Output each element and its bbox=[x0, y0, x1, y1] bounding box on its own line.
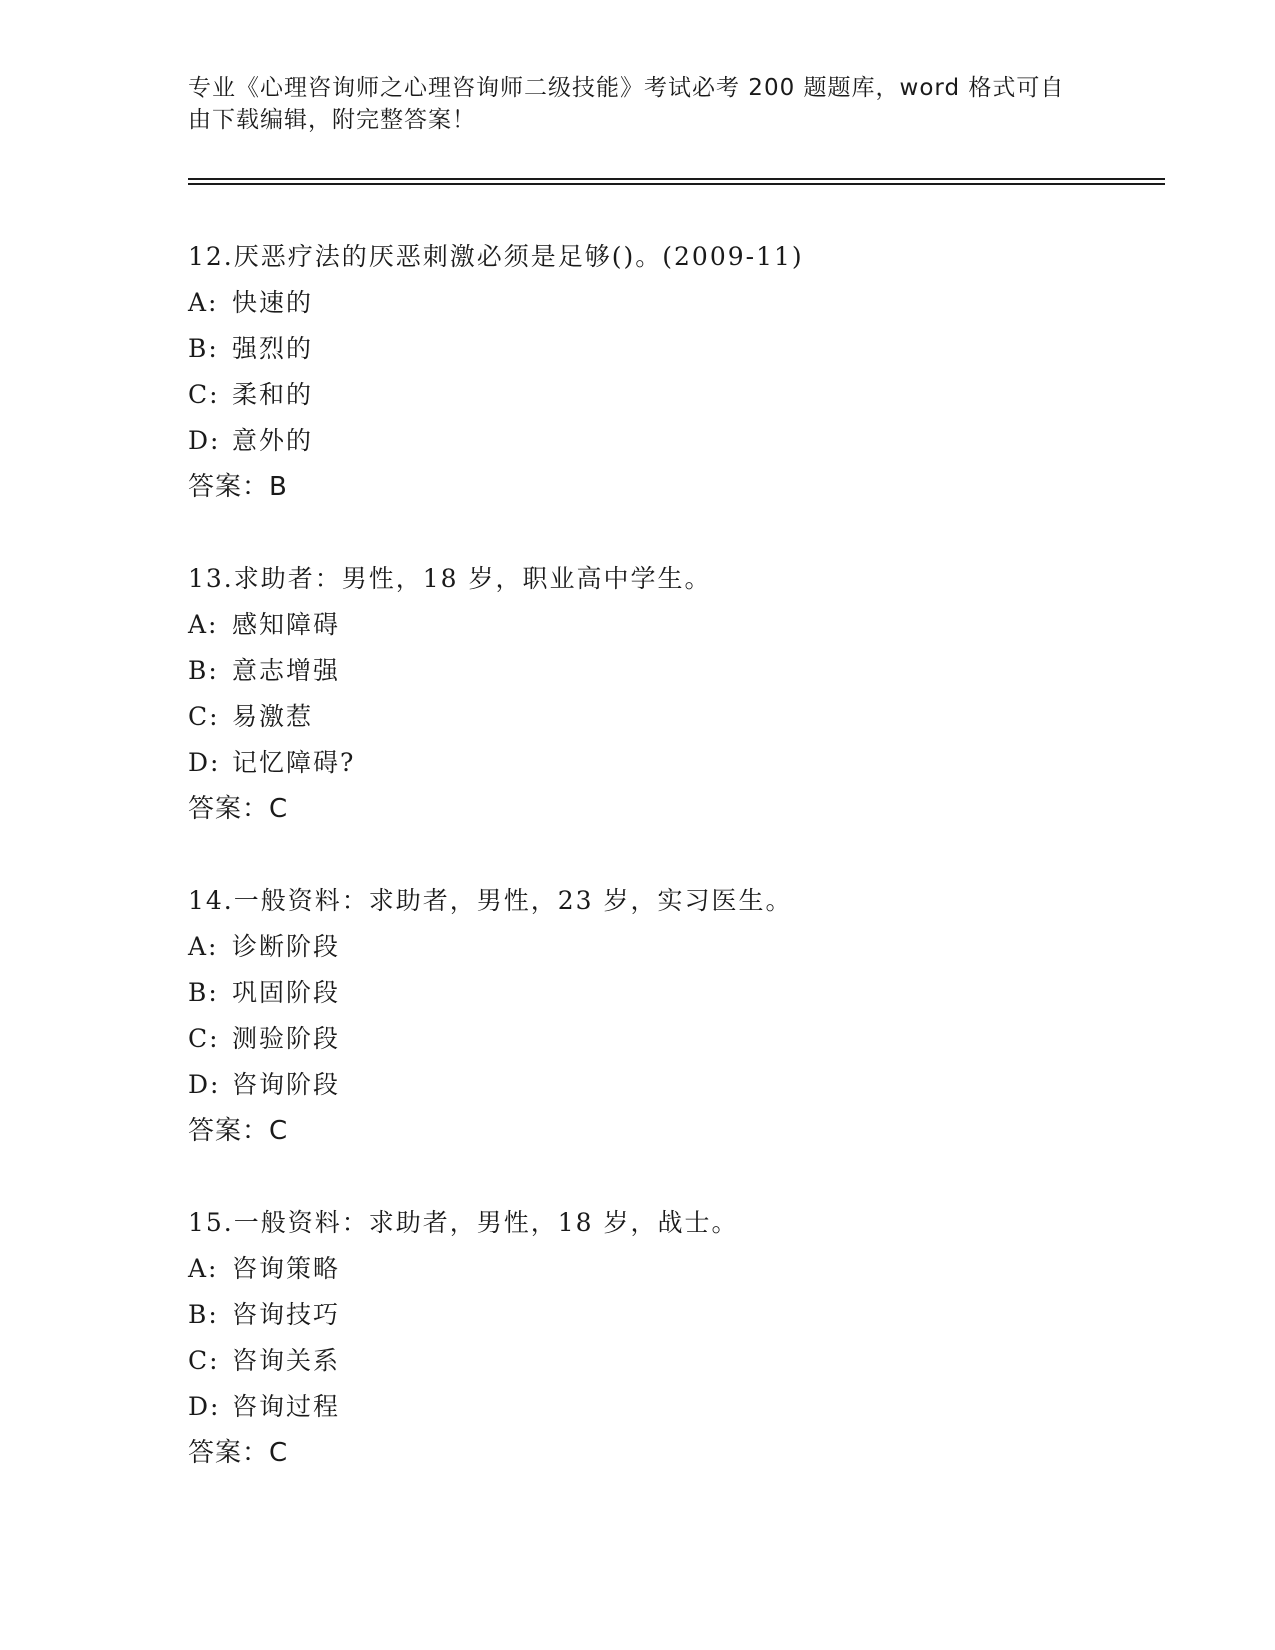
option-c bbox=[188, 1016, 1168, 1062]
option-text: 咨询关系 bbox=[232, 1346, 341, 1375]
option-text: 强烈的 bbox=[232, 334, 314, 363]
option-letter: A: bbox=[188, 1254, 219, 1283]
option-letter: B: bbox=[188, 334, 219, 363]
option-d bbox=[188, 1062, 1168, 1108]
option-letter: D: bbox=[188, 1070, 221, 1099]
question-block bbox=[188, 1200, 1168, 1476]
header-line-1: 专业《心理咨询师之心理咨询师二级技能》考试必考 200 题题库，word 格式可自 bbox=[188, 75, 1065, 101]
option-text: 快速的 bbox=[232, 288, 314, 317]
question-stem: 14.一般资料：求助者，男性，23 岁，实习医生。 bbox=[188, 886, 793, 915]
option-text: 感知障碍 bbox=[232, 610, 341, 639]
question-stem: 15.一般资料：求助者，男性，18 岁，战士。 bbox=[188, 1208, 739, 1237]
option-text: 记忆障碍? bbox=[232, 748, 356, 777]
option-b bbox=[188, 326, 1168, 372]
question-block bbox=[188, 878, 1168, 1154]
option-letter: C: bbox=[188, 380, 220, 409]
option-text: 巩固阶段 bbox=[232, 978, 341, 1007]
answer-line: 答案：B bbox=[188, 472, 288, 502]
option-text: 意志增强 bbox=[232, 656, 341, 685]
option-a bbox=[188, 280, 1168, 326]
option-letter: C: bbox=[188, 702, 220, 731]
option-letter: A: bbox=[188, 610, 219, 639]
option-letter: B: bbox=[188, 1300, 219, 1329]
option-text: 诊断阶段 bbox=[232, 932, 341, 961]
option-letter: D: bbox=[188, 748, 221, 777]
option-letter: D: bbox=[188, 426, 221, 455]
option-letter: A: bbox=[188, 932, 219, 961]
option-text: 咨询阶段 bbox=[232, 1070, 341, 1099]
option-b bbox=[188, 648, 1168, 694]
option-a bbox=[188, 602, 1168, 648]
option-a bbox=[188, 924, 1168, 970]
option-d bbox=[188, 740, 1168, 786]
header-divider-bottom bbox=[188, 183, 1165, 185]
option-d bbox=[188, 1384, 1168, 1430]
option-text: 咨询过程 bbox=[232, 1392, 341, 1421]
option-text: 测验阶段 bbox=[232, 1024, 341, 1053]
option-letter: D: bbox=[188, 1392, 221, 1421]
question-stem: 12.厌恶疗法的厌恶刺激必须是足够()。(2009-11) bbox=[188, 242, 804, 271]
option-letter: B: bbox=[188, 656, 219, 685]
option-b bbox=[188, 1292, 1168, 1338]
answer-line: 答案：C bbox=[188, 1116, 289, 1146]
option-text: 柔和的 bbox=[232, 380, 314, 409]
header-divider-top bbox=[188, 178, 1165, 180]
answer-line: 答案：C bbox=[188, 1438, 289, 1468]
option-letter: A: bbox=[188, 288, 219, 317]
header-line-2: 由下载编辑，附完整答案！ bbox=[188, 107, 476, 133]
option-text: 咨询策略 bbox=[232, 1254, 341, 1283]
option-letter: C: bbox=[188, 1024, 220, 1053]
question-stem: 13.求助者：男性，18 岁，职业高中学生。 bbox=[188, 564, 712, 593]
question-block bbox=[188, 556, 1168, 832]
document-header bbox=[188, 72, 1068, 136]
option-d bbox=[188, 418, 1168, 464]
option-text: 咨询技巧 bbox=[232, 1300, 341, 1329]
option-text: 意外的 bbox=[232, 426, 314, 455]
option-b bbox=[188, 970, 1168, 1016]
option-c bbox=[188, 1338, 1168, 1384]
answer-line: 答案：C bbox=[188, 794, 289, 824]
question-block bbox=[188, 234, 1168, 510]
option-letter: B: bbox=[188, 978, 219, 1007]
option-letter: C: bbox=[188, 1346, 220, 1375]
option-c bbox=[188, 372, 1168, 418]
option-text: 易激惹 bbox=[232, 702, 314, 731]
option-c bbox=[188, 694, 1168, 740]
option-a bbox=[188, 1246, 1168, 1292]
